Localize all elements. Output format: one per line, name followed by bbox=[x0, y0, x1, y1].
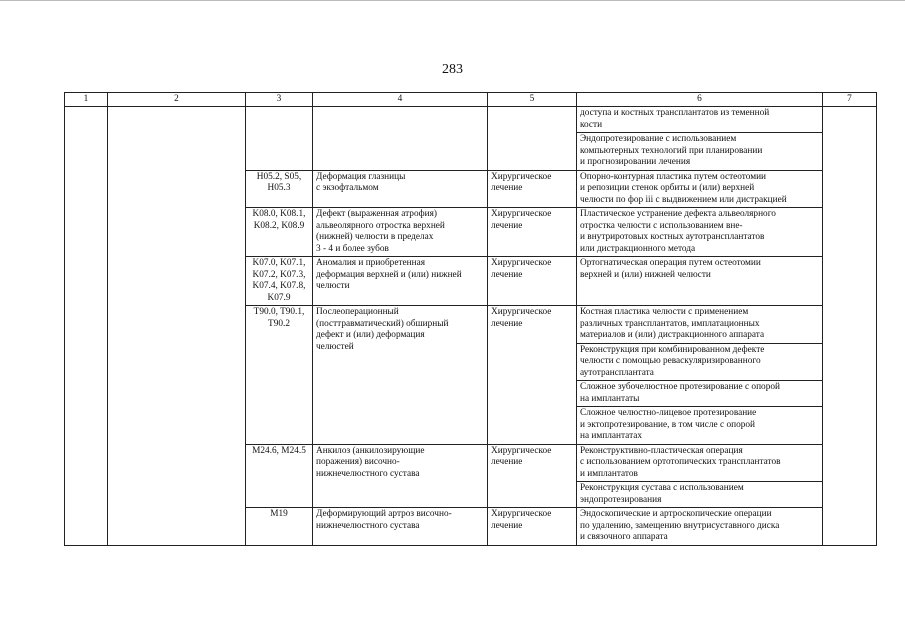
table-row bbox=[65, 107, 877, 133]
col-header-1: 1 bbox=[65, 93, 108, 107]
cell-col-2 bbox=[108, 107, 246, 546]
diagnosis-cell: Послеоперационный (посттравматический) обширный дефект и (или) деформация челюстей bbox=[313, 306, 488, 445]
diagnosis-cell: Аномалия и приобретенная деформация верхней и (или) нижней челюсти bbox=[313, 257, 488, 306]
col-header-5: 5 bbox=[488, 93, 577, 107]
diagnosis-code-cell: M24.6, M24.5 bbox=[246, 444, 313, 508]
method-cell: Эндоскопические и артроскопические операции по удалению, замещению внутрисуставного диска и связочного аппарата bbox=[577, 508, 823, 546]
method-cell: Реконструктивно-пластическая операция с использованием ортотопических трансплантатов и имплантатов bbox=[577, 444, 823, 482]
method-cell: Ортогнатическая операция путем остеотомии верхней и (или) нижней челюсти bbox=[577, 257, 823, 306]
diagnosis-code-cell: H05.2, S05, H05.3 bbox=[246, 170, 313, 208]
cell-col-7 bbox=[823, 107, 877, 546]
col-header-7: 7 bbox=[823, 93, 877, 107]
diagnosis-code-cell: K07.0, K07.1, K07.2, K07.3, K07.4, K07.8, K07.9 bbox=[246, 257, 313, 306]
diagnosis-cell bbox=[313, 107, 488, 171]
header-row bbox=[65, 93, 877, 107]
diagnosis-code-cell: M19 bbox=[246, 508, 313, 546]
cell-col-1 bbox=[65, 107, 108, 546]
method-cell: Эндопротезирование с использованием компьютерных технологий при планировании и прогнозировании лечения bbox=[577, 133, 823, 171]
diagnosis-cell: Дефект (выраженная атрофия) альвеолярного отростка верхней (нижней) челюсти в пределах 3 - 4 и более зубов bbox=[313, 208, 488, 257]
diagnosis-cell: Деформация глазницы с экзофтальмом bbox=[313, 170, 488, 208]
page-number: 283 bbox=[442, 62, 463, 77]
col-header-2: 2 bbox=[108, 93, 246, 107]
treatment-type-cell: Хирургическое лечение bbox=[488, 257, 577, 306]
treatment-type-cell: Хирургическое лечение bbox=[488, 306, 577, 445]
method-cell: Опорно-контурная пластика путем остеотомии и репозиции стенок орбиты и (или) верхней челюсти по фор iii с выдвижением или дистракцией bbox=[577, 170, 823, 208]
col-header-4: 4 bbox=[313, 93, 488, 107]
diagnosis-cell: Анкилоз (анкилозирующие поражения) височно- нижнечелюстного сустава bbox=[313, 444, 488, 508]
method-cell: Сложное челюстно-лицевое протезирование и эктопротезирование, в том числе с опорой на имплантатах bbox=[577, 407, 823, 445]
treatment-type-cell: Хирургическое лечение bbox=[488, 444, 577, 508]
diagnosis-code-cell: K08.0, K08.1, K08.2, K08.9 bbox=[246, 208, 313, 257]
treatment-table bbox=[64, 92, 877, 546]
method-cell: Костная пластика челюсти с применением различных трансплантатов, имплатационных материалов и (или) дистракционного аппарата bbox=[577, 306, 823, 344]
col-header-6: 6 bbox=[577, 93, 823, 107]
top-scan-edge bbox=[0, 0, 905, 1]
col-header-3: 3 bbox=[246, 93, 313, 107]
treatment-type-cell: Хирургическое лечение bbox=[488, 170, 577, 208]
diagnosis-cell: Деформирующий артроз височно- нижнечелюстного сустава bbox=[313, 508, 488, 546]
treatment-type-cell: Хирургическое лечение bbox=[488, 208, 577, 257]
method-cell: доступа и костных трансплантатов из теменной кости bbox=[577, 107, 823, 133]
method-cell: Реконструкция при комбинированном дефекте челюсти с помощью реваскуляризированного аутотрансплантата bbox=[577, 343, 823, 381]
method-cell: Реконструкция сустава с использованием эндопротезирования bbox=[577, 482, 823, 508]
method-cell: Пластическое устранение дефекта альвеолярного отростка челюсти с использованием вне- и внутриротовых костных аутотрансплантатов или дистракционного метода bbox=[577, 208, 823, 257]
method-cell: Сложное зубочелюстное протезирование с опорой на имплантаты bbox=[577, 381, 823, 407]
diagnosis-code-cell bbox=[246, 107, 313, 171]
table-body bbox=[65, 107, 877, 546]
treatment-type-cell bbox=[488, 107, 577, 171]
diagnosis-code-cell: T90.0, T90.1, T90.2 bbox=[246, 306, 313, 445]
treatment-type-cell: Хирургическое лечение bbox=[488, 508, 577, 546]
